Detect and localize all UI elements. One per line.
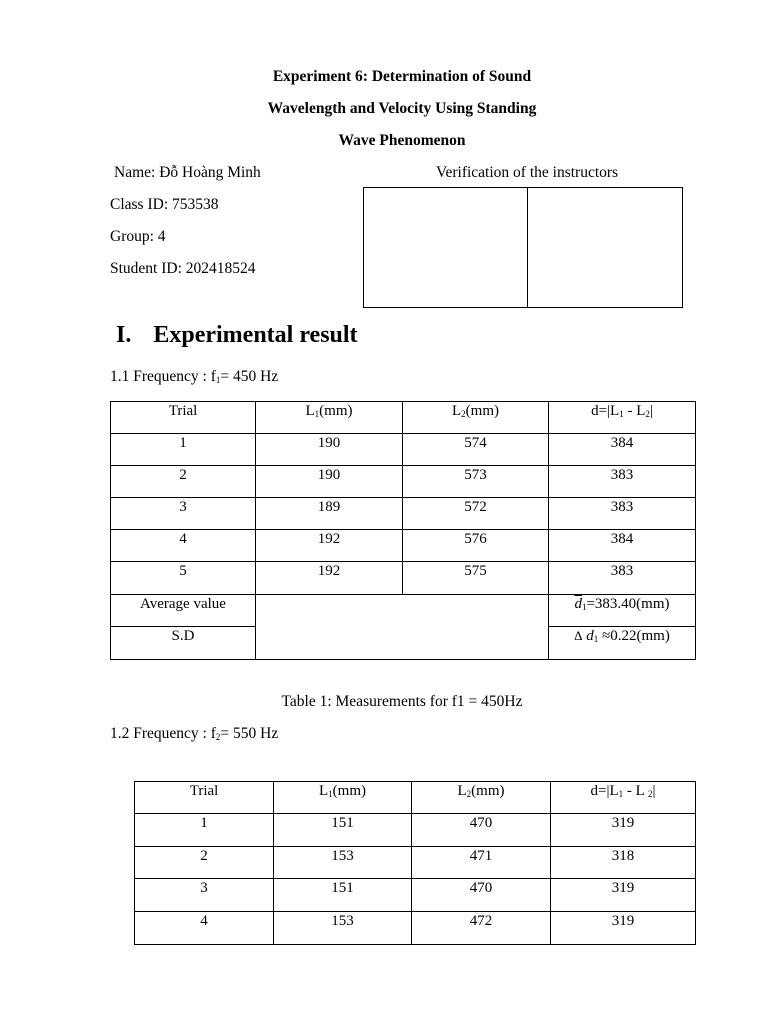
header-d: $d=|L_1 - L$ $_2$| (551, 782, 696, 814)
cell-l1: 153 (274, 847, 412, 879)
header-l2: $L_2(mm)$ (412, 782, 551, 814)
cell-d: 319 (551, 912, 696, 945)
cell-l2: 470 (412, 814, 551, 847)
doc-title-line-3: Wave Phenomenon (338, 132, 466, 149)
student-id: Student ID: 202418524 (110, 260, 256, 277)
sd-value: Δ $d_1 \approx 0.22(mm)$ (549, 627, 696, 660)
measurement-table-2 (134, 781, 696, 945)
cell-l1: 153 (274, 912, 412, 945)
cell-l1: 151 (274, 879, 412, 912)
section-heading (116, 322, 358, 349)
table-row (111, 530, 696, 562)
table-row (111, 498, 696, 530)
table-row (111, 466, 696, 498)
frequency-2-label: 1.2 Frequency : $f_2= 550$ Hz (110, 725, 279, 742)
cell-d: 319 (551, 814, 696, 847)
table-header-row (135, 782, 696, 814)
cell-trial: 3 (135, 879, 274, 912)
frequency-1-label: 1.1 Frequency : $f_1= 450$ Hz (110, 368, 279, 385)
cell-d: 384 (549, 434, 696, 466)
cell-l2: 472 (412, 912, 551, 945)
cell-l2: 470 (412, 879, 551, 912)
table-row (135, 912, 696, 945)
cell-d: 383 (549, 466, 696, 498)
cell-d: 319 (551, 879, 696, 912)
verification-box (363, 187, 683, 308)
verification-divider (527, 188, 528, 307)
section-title: Experimental result (153, 322, 358, 348)
table-row (135, 847, 696, 879)
cell-trial: 4 (111, 530, 256, 562)
cell-l1: 151 (274, 814, 412, 847)
table-row (111, 434, 696, 466)
table-row (135, 814, 696, 847)
header-l1: $L_1(mm)$ (274, 782, 412, 814)
cell-trial: 1 (111, 434, 256, 466)
cell-d: 384 (549, 530, 696, 562)
cell-trial: 1 (135, 814, 274, 847)
table-row (135, 879, 696, 912)
verification-label: Verification of the instructors (436, 164, 619, 181)
cell-l1: 190 (256, 466, 403, 498)
doc-title-line-2: Wavelength and Velocity Using Standing (267, 100, 537, 117)
cell-l2: 573 (403, 466, 549, 498)
average-value: $\overline{d}_1=383.40(mm)$ (549, 595, 696, 627)
cell-trial: 2 (111, 466, 256, 498)
cell-l2: 575 (403, 562, 549, 595)
header-trial: Trial (111, 402, 256, 434)
section-number: I. (116, 322, 132, 348)
table-1-caption: Table 1: Measurements for f1 = 450Hz (281, 693, 523, 710)
cell-l1: 192 (256, 562, 403, 595)
sd-label: S.D (111, 627, 256, 660)
header-d: $d=|L_1 - L_2|$ (549, 402, 696, 434)
cell-l1: 189 (256, 498, 403, 530)
cell-l1: 192 (256, 530, 403, 562)
cell-trial: 2 (135, 847, 274, 879)
measurement-table-1 (110, 401, 696, 660)
cell-d: 383 (549, 498, 696, 530)
cell-d: 318 (551, 847, 696, 879)
table-row (111, 562, 696, 595)
cell-l1: 190 (256, 434, 403, 466)
merged-empty-cell (256, 595, 549, 660)
cell-l2: 572 (403, 498, 549, 530)
cell-trial: 3 (111, 498, 256, 530)
cell-d: 383 (549, 562, 696, 595)
cell-trial: 4 (135, 912, 274, 945)
class-id: Class ID: 753538 (110, 196, 219, 213)
cell-l2: 574 (403, 434, 549, 466)
cell-l2: 471 (412, 847, 551, 879)
header-trial: Trial (135, 782, 274, 814)
average-label: Average value (111, 595, 256, 627)
average-row (111, 595, 696, 627)
table-header-row (111, 402, 696, 434)
group: Group: 4 (110, 228, 166, 245)
cell-l2: 576 (403, 530, 549, 562)
cell-trial: 5 (111, 562, 256, 595)
student-name: Name: Đỗ Hoàng Minh (114, 164, 261, 181)
header-l2: $L_2(mm)$ (403, 402, 549, 434)
doc-title-line-1: Experiment 6: Determination of Sound (272, 68, 532, 85)
header-l1: $L_1(mm)$ (256, 402, 403, 434)
